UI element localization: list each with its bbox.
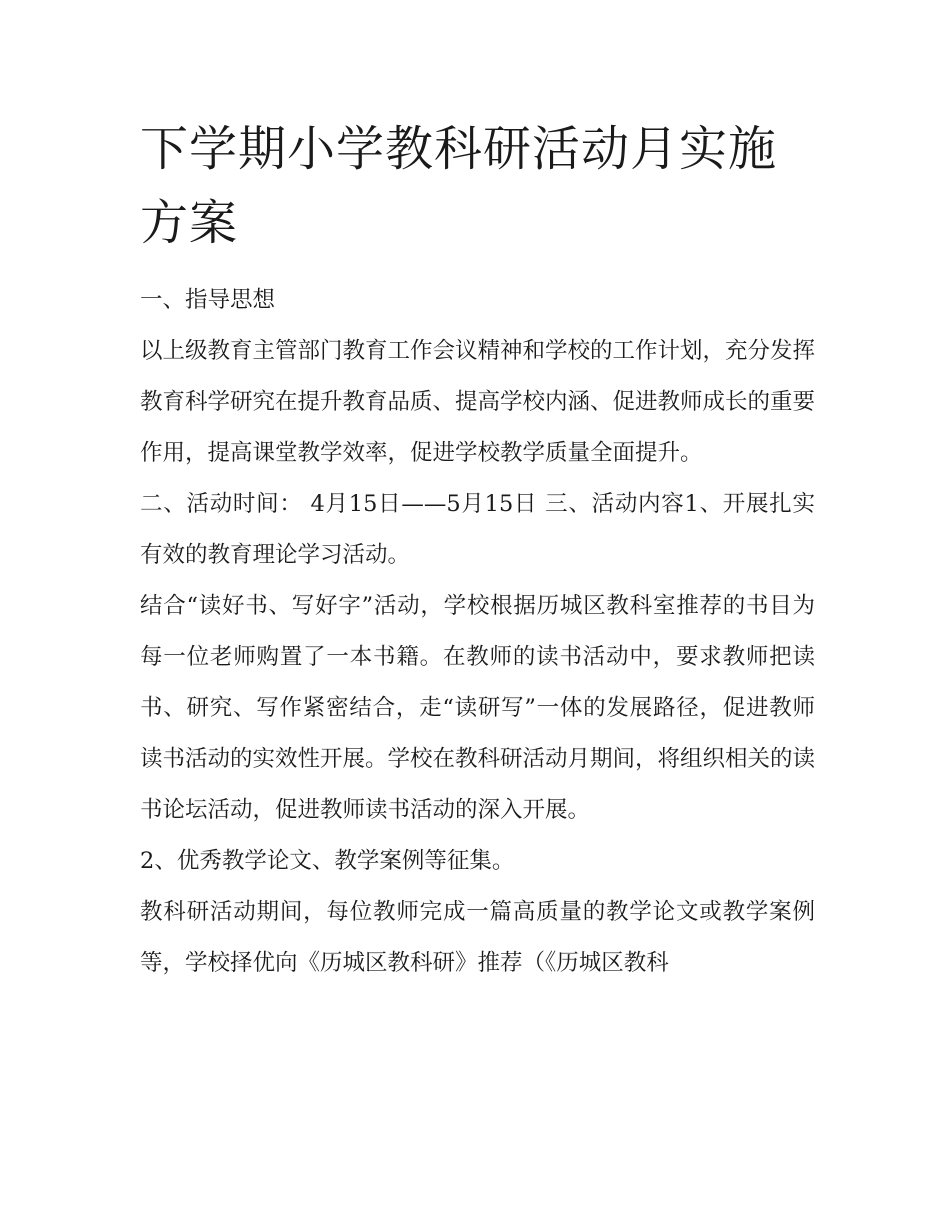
paragraph-guiding-ideology: 以上级教育主管部门教育工作会议精神和学校的工作计划，充分发挥教育科学研究在提升教育品质、提高学校内涵、促进教师成长的重要作用，提高课堂教学效率，促进学校教学质量全面提升。 [140,338,816,466]
document-body [140,275,815,989]
document-title: 下学期小学教科研活动月实施方案 [140,121,778,251]
paragraph-reading-activity: 结合“读好书、写好字”活动，学校根据历城区教科室推荐的书目为每一位老师购置了一本书籍。在教师的读书活动中，要求教师把读书、研究、写作紧密结合，走“读研写”一体的发展路径，促进教师读书活动的实效性开展。学校在教科研活动月期间，将组织相关的读书论坛活动，促进教师读书活动的深入开展。 [140,593,816,823]
paragraph-paper-collection: 教科研活动期间，每位教师完成一篇高质量的教学论文或教学案例等，学校择优向《历城区教科研》推荐（《历城区教科 [140,899,815,976]
paragraph-activity-time-content: 二、活动时间： 4月15日——5月15日 三、活动内容1、开展扎实有效的教育理论学习活动。 [140,491,815,568]
section-heading-paper-collection: 2、优秀教学论文、教学案例等征集。 [140,848,515,874]
section-heading-guiding-ideology: 一、指导思想 [140,287,276,313]
